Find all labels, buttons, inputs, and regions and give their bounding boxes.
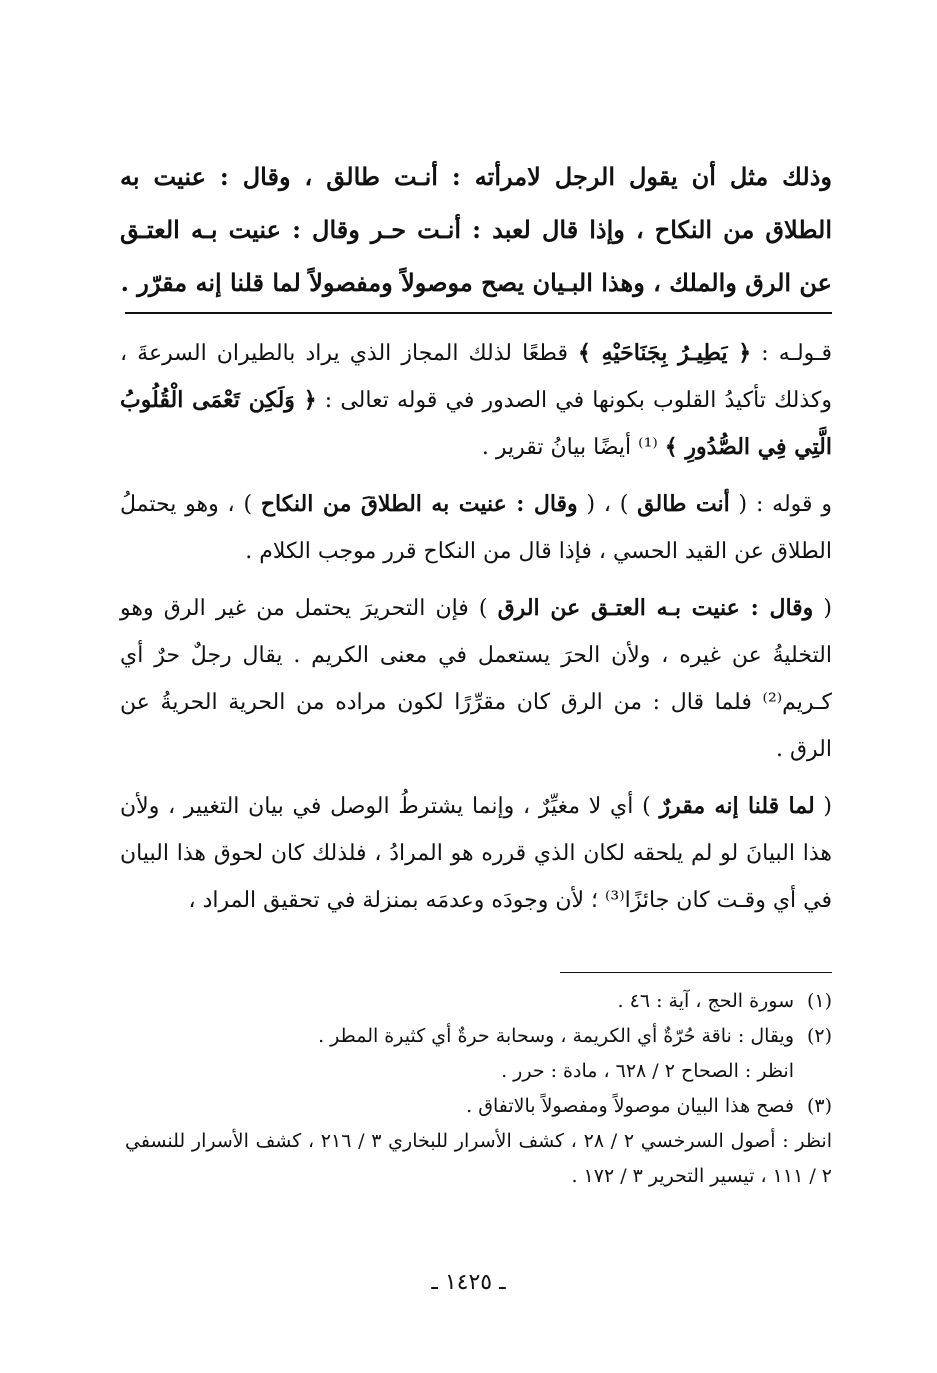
- matn-text: [120, 150, 832, 309]
- text-run: ) ، (: [577, 492, 638, 517]
- text-run: ) ، وهو يحتملُ الطلاق عن القيد الحسي ، فإذا قال من النكاح قرر موجب الكلام .: [120, 492, 832, 564]
- text-run: (: [814, 794, 832, 819]
- text-run: قـولـه :: [751, 341, 832, 366]
- sharh-commentary: [120, 330, 832, 934]
- footnote-text: سورة الحج ، آية : ٤٦ .: [617, 990, 794, 1012]
- page-number: ـ ١٤٢٥ ـ: [431, 1270, 506, 1295]
- footnote-text: فصح هذا البيان موصولاً ومفصولاً بالاتفاق .: [466, 1095, 794, 1117]
- footnote-2: [125, 1019, 832, 1054]
- matn-quote: أنت طالق: [637, 491, 730, 517]
- text-run: (: [813, 596, 832, 621]
- sharh-paragraph-2: [120, 481, 832, 575]
- footnote-divider: [560, 972, 832, 973]
- footnote-number: (١): [806, 990, 832, 1012]
- footnote-2-reference: [125, 1054, 832, 1089]
- sharh-paragraph-3: [120, 585, 832, 773]
- footnote-number: (٣): [806, 1095, 832, 1117]
- matn-paragraph: وذلك مثل أن يقول الرجل لامرأته : أنـت طالق ، وقال : عنيت به الطلاق من النكاح ، وإذا قال لعبد : أنـت حـر وقال : عنيت بـه العتـق عن الرق والملك ، وهذا البـيان يصح موصولاً ومفصولاً لما قلنا إنه مقرّر .: [120, 162, 832, 297]
- matn-divider: [125, 312, 832, 314]
- footnote-1: [125, 984, 832, 1019]
- text-run: قطعًا لذلك المجاز الذي يراد بالطيران السرعةَ ، وكذلك تأكيدُ القلوب بكونها في الصدور في قوله تعالى :: [120, 341, 833, 413]
- footnote-text: ويقال : ناقة حُرّةٌ أي الكريمة ، وسحابة حرةٌ أي كثيرة المطر .: [318, 1025, 794, 1047]
- footnote-number: (٢): [806, 1025, 832, 1047]
- quran-quote: ﴿ يَطِيـرُ بِجَنَاحَيْهِ ﴾: [578, 340, 752, 366]
- text-run: ⁽¹⁾ أيضًا بيانُ تقرير .: [481, 435, 665, 460]
- footnote-3: [125, 1089, 832, 1124]
- quran-quote: ﴿ وَلَكِن تَعْمَى الْقُلُوبُ الَّتِي فِي الصُّدُورِ ﴾: [120, 387, 832, 460]
- footnotes: [125, 984, 832, 1194]
- text-run: و قوله : (: [729, 492, 832, 517]
- footnote-reference: انظر : أصول السرخسي ٢ / ٢٨ ، كشف الأسرار للبخاري ٣ / ٢١٦ ، كشف الأسرار للنسفي ٢ / ١١١ ، تيسير التحرير ٣ / ١٧٢ .: [125, 1130, 833, 1187]
- sharh-paragraph-4: [120, 783, 832, 924]
- matn-quote: وقال : عنيت بـه العتـق عن الرق: [497, 595, 814, 621]
- matn-quote: وقال : عنيت به الطلاقَ من النكاح: [260, 491, 578, 517]
- sharh-paragraph-1: [120, 330, 832, 471]
- footnote-3-reference: [125, 1124, 832, 1194]
- matn-quote: لما قلنا إنه مقررٌ: [659, 793, 815, 819]
- text-run: ) أي لا مغيِّرٌ ، وإنما يشترطُ الوصل في بيان التغيير ، ولأن هذا البيانَ لو لم يلحقه لكان الذي قرره هو المرادُ ، فلذلك كان لحوق هذا البيان في أي وقـت كان جائزًا⁽³⁾ ؛ لأن وجودَه وعدمَه بمنزلة في تحقيق المراد ،: [120, 794, 832, 913]
- text-run: ) فإن التحريرَ يحتمل من غير الرق وهو التخليةُ عن غيره ، ولأن الحرَ يستعمل في معنى الكريم . يقال رجلٌ حرٌ أي كـريم⁽²⁾ فلما قال : من الرق كان مقرِّرًا لكون مراده من الحرية الحريةُ عن الرق .: [120, 596, 832, 762]
- footnote-reference: انظر : الصحاح ٢ / ٦٢٨ ، مادة : حرر .: [501, 1060, 794, 1082]
